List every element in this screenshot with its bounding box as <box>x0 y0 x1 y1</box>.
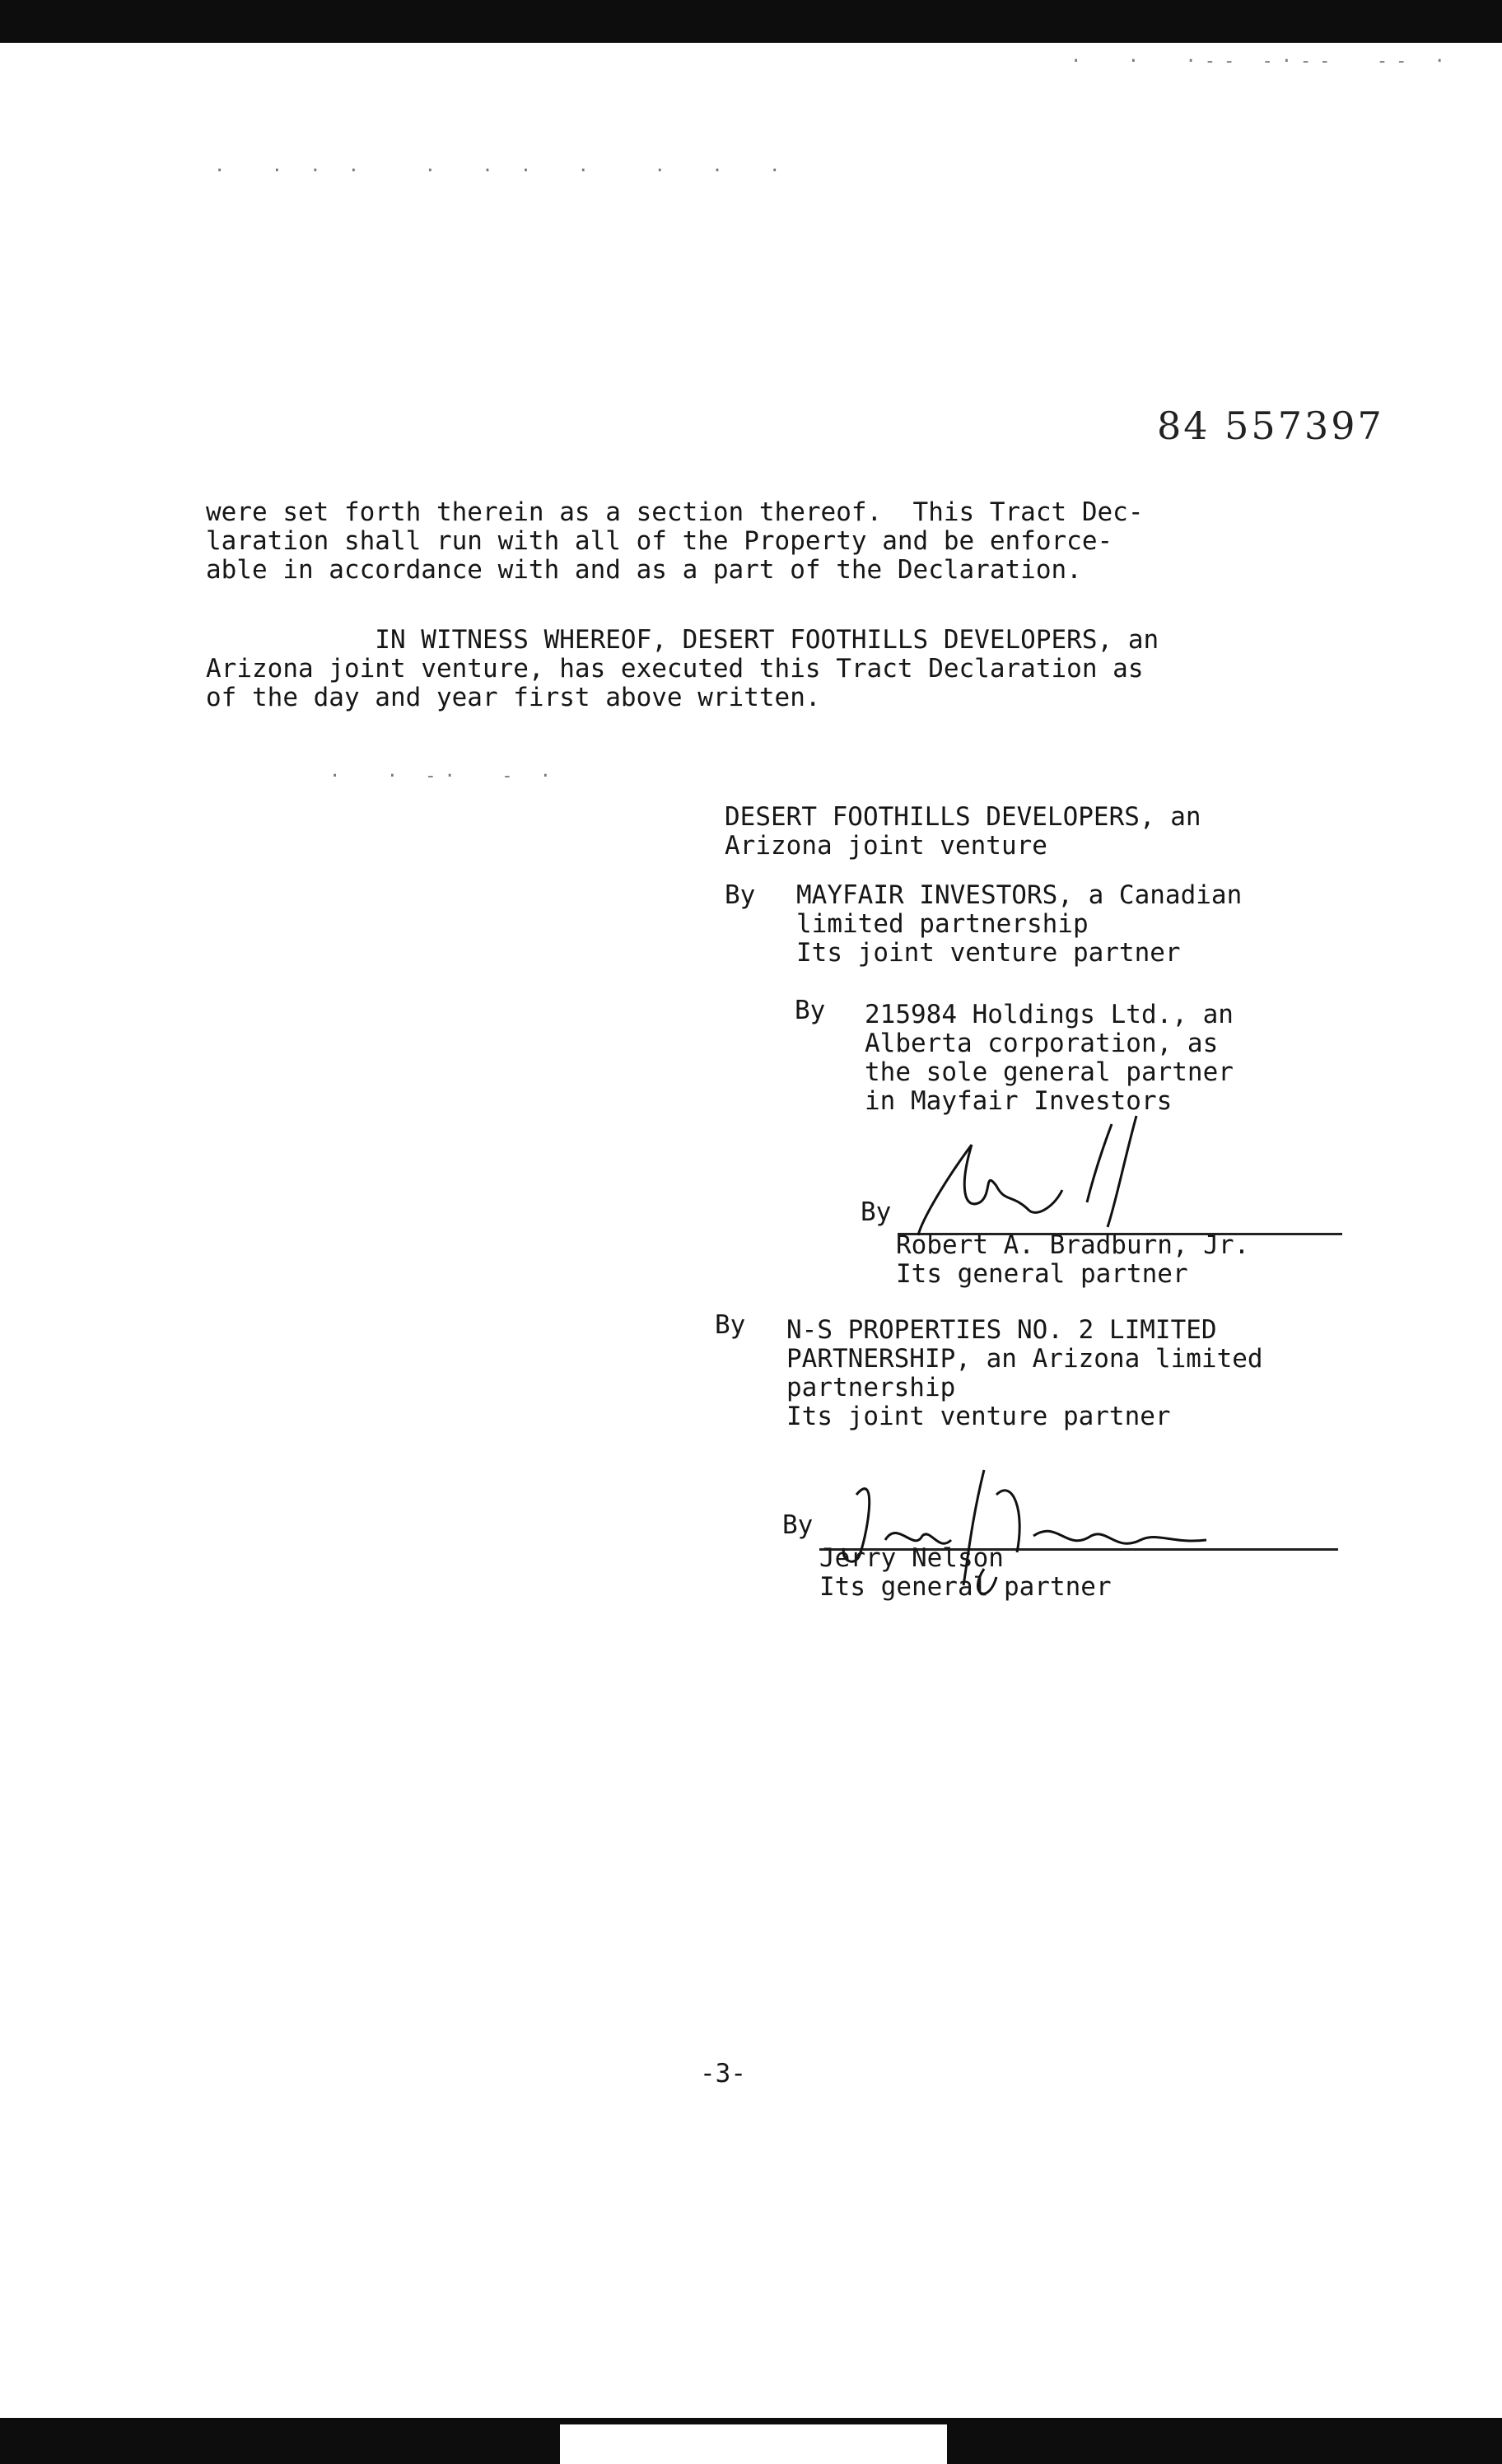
text-line: the sole general partner <box>865 1057 1234 1087</box>
ns-properties-block <box>786 1316 1263 1431</box>
text-line: limited partnership <box>796 909 1089 939</box>
text-line: partnership <box>786 1373 956 1402</box>
by-label: By <box>795 996 826 1025</box>
witness-paragraph <box>206 626 1342 712</box>
text-line: Arizona joint venture <box>725 831 1047 861</box>
grantor-entity <box>725 803 1201 861</box>
text-line: DESERT FOOTHILLS DEVELOPERS, an <box>725 802 1201 832</box>
text-line: IN WITNESS WHEREOF, DESERT FOOTHILLS DEVELOPERS, an <box>206 625 1159 655</box>
scan-top-border <box>0 0 1502 43</box>
holdings-block <box>865 1001 1234 1116</box>
text-line: in Mayfair Investors <box>865 1086 1173 1116</box>
by-label: By <box>782 1510 814 1540</box>
text-line: Robert A. Bradburn, Jr. <box>896 1230 1250 1260</box>
text-line: PARTNERSHIP, an Arizona limited <box>786 1344 1263 1374</box>
scan-bottom-tab <box>560 2424 947 2464</box>
text-line: 215984 Holdings Ltd., an <box>865 1000 1234 1029</box>
mayfair-block <box>796 881 1242 968</box>
signer-bradburn <box>896 1231 1249 1289</box>
text-line: of the day and year first above written. <box>206 683 821 712</box>
text-line: Jerry Nelson <box>819 1543 1004 1573</box>
text-line: Arizona joint venture, has executed this Tract Declaration as <box>206 654 1144 684</box>
scan-bottom-border <box>0 2418 1502 2464</box>
text-line: laration shall run with all of the Property and be enforce- <box>206 526 1113 556</box>
by-label: By <box>861 1197 892 1227</box>
text-line: Its general partner <box>819 1572 1112 1602</box>
scan-noise: · · -· - · <box>329 766 559 786</box>
text-line: were set forth therein as a section thereof. This Tract Dec- <box>206 497 1144 527</box>
by-label: By <box>725 880 756 910</box>
text-line: MAYFAIR INVESTORS, a Canadian <box>796 880 1243 910</box>
page-number: -3- <box>700 2059 746 2088</box>
signer-nelson <box>819 1544 1112 1602</box>
text-line: able in accordance with and as a part of the Declaration. <box>206 555 1082 585</box>
text-line: Its joint venture partner <box>796 938 1181 968</box>
recording-number: 84 557397 <box>1157 404 1384 448</box>
closing-paragraph <box>206 498 1342 585</box>
text-line: Alberta corporation, as <box>865 1029 1219 1058</box>
text-line: Its joint venture partner <box>786 1402 1171 1431</box>
bradburn-signature <box>914 1112 1161 1248</box>
text-line: N-S PROPERTIES NO. 2 LIMITED <box>786 1315 1217 1345</box>
by-label: By <box>715 1310 746 1340</box>
scan-noise: · · ·-- -·-- -- · <box>1071 51 1453 72</box>
text-line: Its general partner <box>896 1259 1188 1289</box>
scan-noise: · · · · · · · · · · · <box>214 161 789 181</box>
